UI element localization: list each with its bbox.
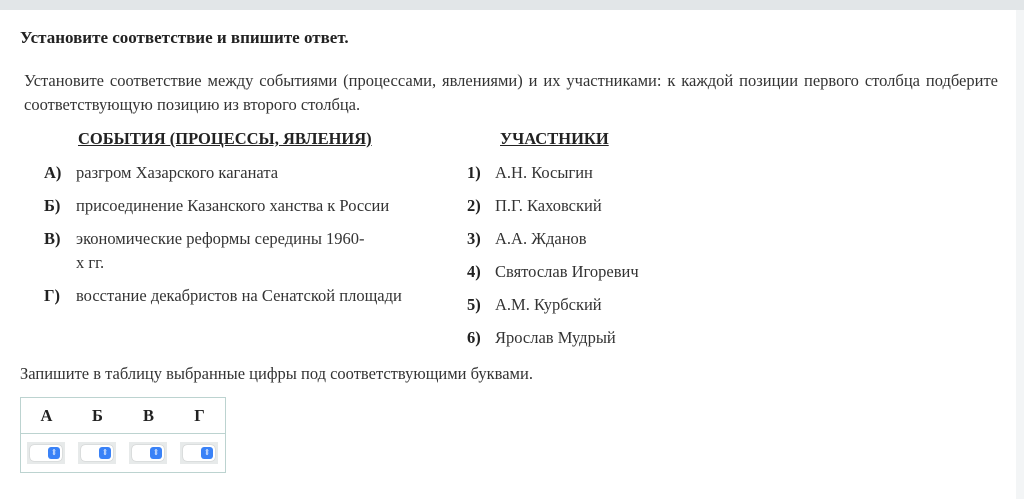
event-text: присоединение Казанского ханства к России (76, 196, 390, 215)
top-bar (0, 0, 1024, 10)
event-text: восстание декабристов на Сенатской площади (76, 286, 402, 305)
participants-header: УЧАСТНИКИ (500, 129, 609, 148)
events-header: СОБЫТИЯ (ПРОЦЕССЫ, ЯВЛЕНИЯ) (78, 129, 372, 148)
event-item (44, 161, 444, 194)
event-key: А) (44, 163, 62, 182)
chevron-updown-icon: ⇕ (150, 447, 162, 459)
participants-list (467, 161, 767, 359)
event-key: Г) (44, 286, 60, 305)
scrollbar-track[interactable] (1016, 10, 1024, 499)
column-header-v: В (123, 398, 174, 434)
event-item (44, 284, 444, 308)
event-text: разгром Хазарского каганата (76, 163, 279, 182)
participant-text: А.М. Курбский (495, 295, 602, 314)
column-header-g: Г (174, 398, 226, 434)
task-title: Установите соответствие и впишите ответ. (20, 28, 349, 47)
participant-item (467, 161, 767, 194)
answer-select-v[interactable] (132, 445, 164, 461)
column-header-b: Б (72, 398, 123, 434)
participant-key: 1) (467, 163, 481, 182)
participant-key: 2) (467, 196, 481, 215)
participant-text: А.Н. Косыгин (495, 163, 593, 182)
answer-select-b[interactable] (81, 445, 113, 461)
participant-key: 4) (467, 262, 481, 281)
event-key: Б) (44, 196, 61, 215)
answer-select-a[interactable] (30, 445, 62, 461)
participant-text: Святослав Игоревич (495, 262, 639, 281)
column-header-a: А (21, 398, 73, 434)
event-key: В) (44, 229, 61, 248)
event-text: экономические реформы середины 1960-х гг. (76, 229, 365, 272)
answer-table (20, 397, 226, 473)
chevron-updown-icon: ⇕ (48, 447, 60, 459)
answer-select-g[interactable] (183, 445, 215, 461)
participant-text: Ярослав Мудрый (495, 328, 616, 347)
participant-key: 3) (467, 229, 481, 248)
instruction: Запишите в таблицу выбранные цифры под соответствующими буквами. (20, 364, 533, 383)
task-intro: Установите соответствие между событиями (процессами, явлениями) и их участниками: к каждой позиции первого столбца подберите соответствующую позицию из второго столбца. (24, 71, 998, 114)
participant-text: А.А. Жданов (495, 229, 587, 248)
chevron-updown-icon: ⇕ (201, 447, 213, 459)
chevron-updown-icon: ⇕ (99, 447, 111, 459)
events-list (44, 161, 444, 308)
participant-item (467, 293, 767, 326)
participant-item (467, 194, 767, 227)
participant-item (467, 326, 767, 359)
participant-key: 5) (467, 295, 481, 314)
participant-text: П.Г. Каховский (495, 196, 602, 215)
participant-item (467, 260, 767, 293)
event-item (44, 194, 444, 227)
participant-item (467, 227, 767, 260)
participant-key: 6) (467, 328, 481, 347)
event-item (44, 227, 444, 284)
